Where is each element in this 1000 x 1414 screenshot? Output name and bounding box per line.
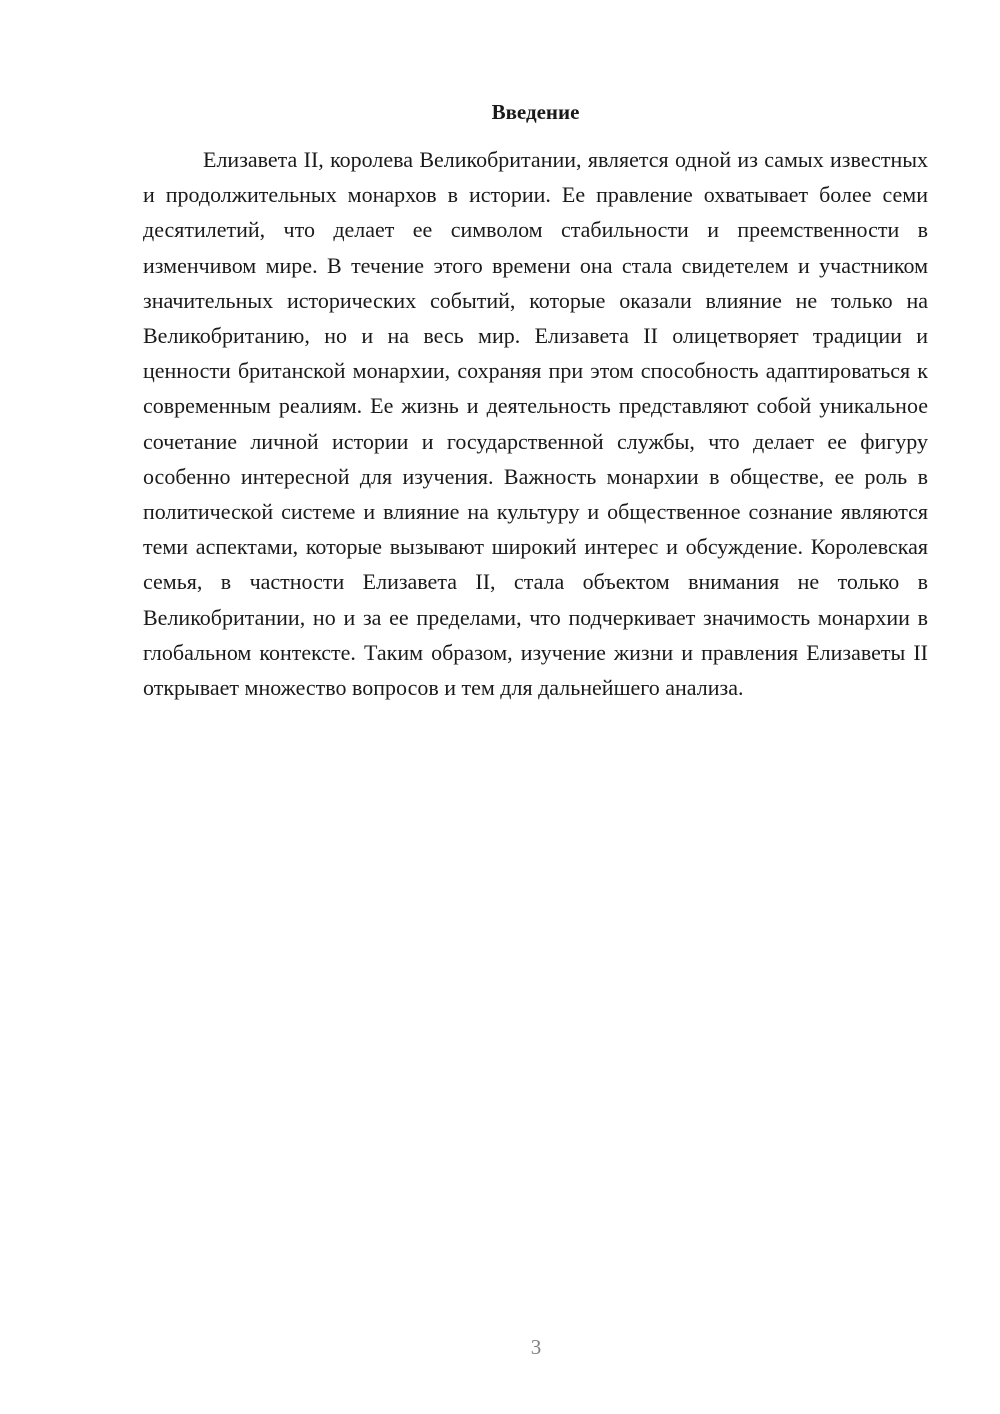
- section-heading: Введение: [491, 100, 580, 124]
- body-paragraph: Елизавета II, королева Великобритании, является одной из самых известных и продолжительных монархов в истории. Ее правление охватывает более семи десятилетий, что делает ее символом стабильности и преемственности в изменчивом мире. В течение этого времени она стала свидетелем и участником значительных исторических событий, которые оказали влияние не только на Великобританию, но и на весь мир. Елизавета II олицетворяет традиции и ценности британской монархии, сохраняя при этом способность адаптироваться к современным реалиям. Ее жизнь и деятельность представляют собой уникальное сочетание личной истории и государственной службы, что делает ее фигуру особенно интересной для изучения. Важность монархии в обществе, ее роль в политической системе и влияние на культуру и общественное сознание являются теми аспектами, которые вызывают широкий интерес и обсуждение. Королевская семья, в частности Елизавета II, стала объектом внимания не только в Великобритании, но и за ее пределами, что подчеркивает значимость монархии в глобальном контексте. Таким образом, изучение жизни и правления Елизаветы II открывает множество вопросов и тем для дальнейшего анализа.: [143, 147, 928, 701]
- page-number: 3: [530, 1335, 542, 1359]
